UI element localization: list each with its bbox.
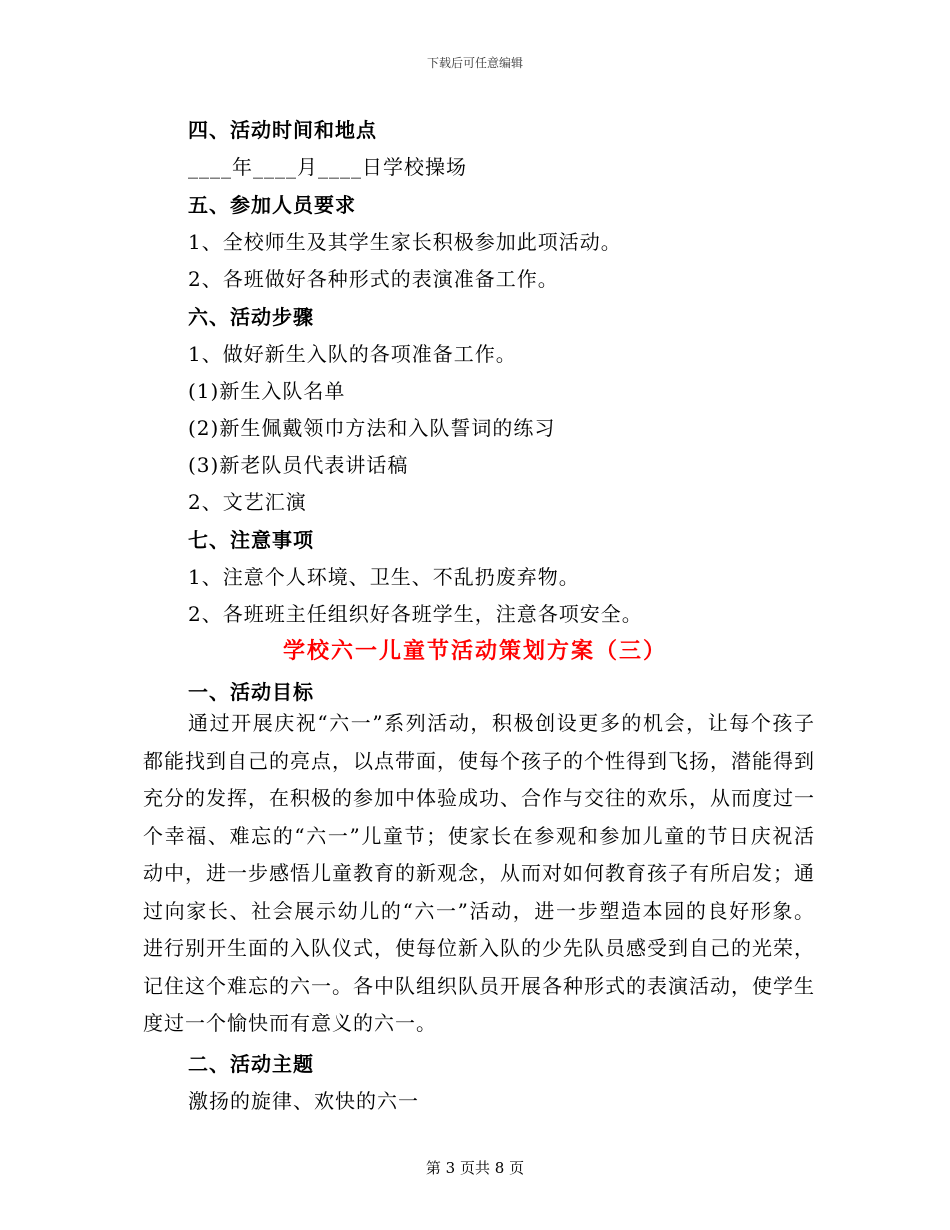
list-item: 2、各班做好各种形式的表演准备工作。 — [188, 267, 559, 291]
page-footer: 第 3 页共 8 页 — [425, 1159, 525, 1177]
date-line: ____年____月____日学校操场 — [188, 155, 467, 179]
list-item: 1、做好新生入队的各项准备工作。 — [188, 342, 517, 366]
list-item: 1、注意个人环境、卫生、不乱扔废弃物。 — [188, 565, 580, 589]
section-heading-theme: 二、活动主题 — [188, 1052, 314, 1076]
section-heading-goals: 一、活动目标 — [188, 680, 314, 704]
list-item: 2、各班班主任组织好各班学生，注意各项安全。 — [188, 602, 643, 626]
theme-text: 激扬的旋律、欢快的六一 — [188, 1089, 419, 1113]
sub-list-item: (2)新生佩戴领巾方法和入队誓词的练习 — [188, 416, 556, 440]
plan-title: 学校六一儿童节活动策划方案（三） — [282, 638, 667, 664]
page-header: 下载后可任意编辑 — [426, 56, 523, 70]
section-heading-steps: 六、活动步骤 — [188, 305, 314, 329]
sub-list-item: (1)新生入队名单 — [188, 379, 346, 403]
goals-paragraph: 通过开展庆祝“六一”系列活动，积极创设更多的机会，让每个孩子都能找到自己的亮点，以点带面，使每个孩子的个性得到飞扬，潜能得到充分的发挥，在积极的参加中体验成功、合作与交往的欢乐，从而度过一个幸福、难忘的“六一”儿童节；使家长在参观和参加儿童的节日庆祝活动中，进一步感悟儿童教育的新观念，从而对如何教育孩子有所启发；通过向家长、社会展示幼儿的“六一”活动，进一步塑造本园的良好形象。进行别开生面的入队仪式，使每位新入队的少先队员感受到自己的光荣，记住这个难忘的六一。各中队组织队员开展各种形式的表演活动，使学生度过一个愉快而有意义的六一。 — [143, 711, 815, 1035]
section-heading-time-place: 四、活动时间和地点 — [188, 118, 377, 142]
list-item: 2、文艺汇演 — [188, 490, 307, 514]
section-heading-notes: 七、注意事项 — [188, 528, 314, 552]
section-heading-participants: 五、参加人员要求 — [188, 193, 356, 217]
sub-list-item: (3)新老队员代表讲话稿 — [188, 453, 409, 477]
list-item: 1、全校师生及其学生家长积极参加此项活动。 — [188, 230, 622, 254]
